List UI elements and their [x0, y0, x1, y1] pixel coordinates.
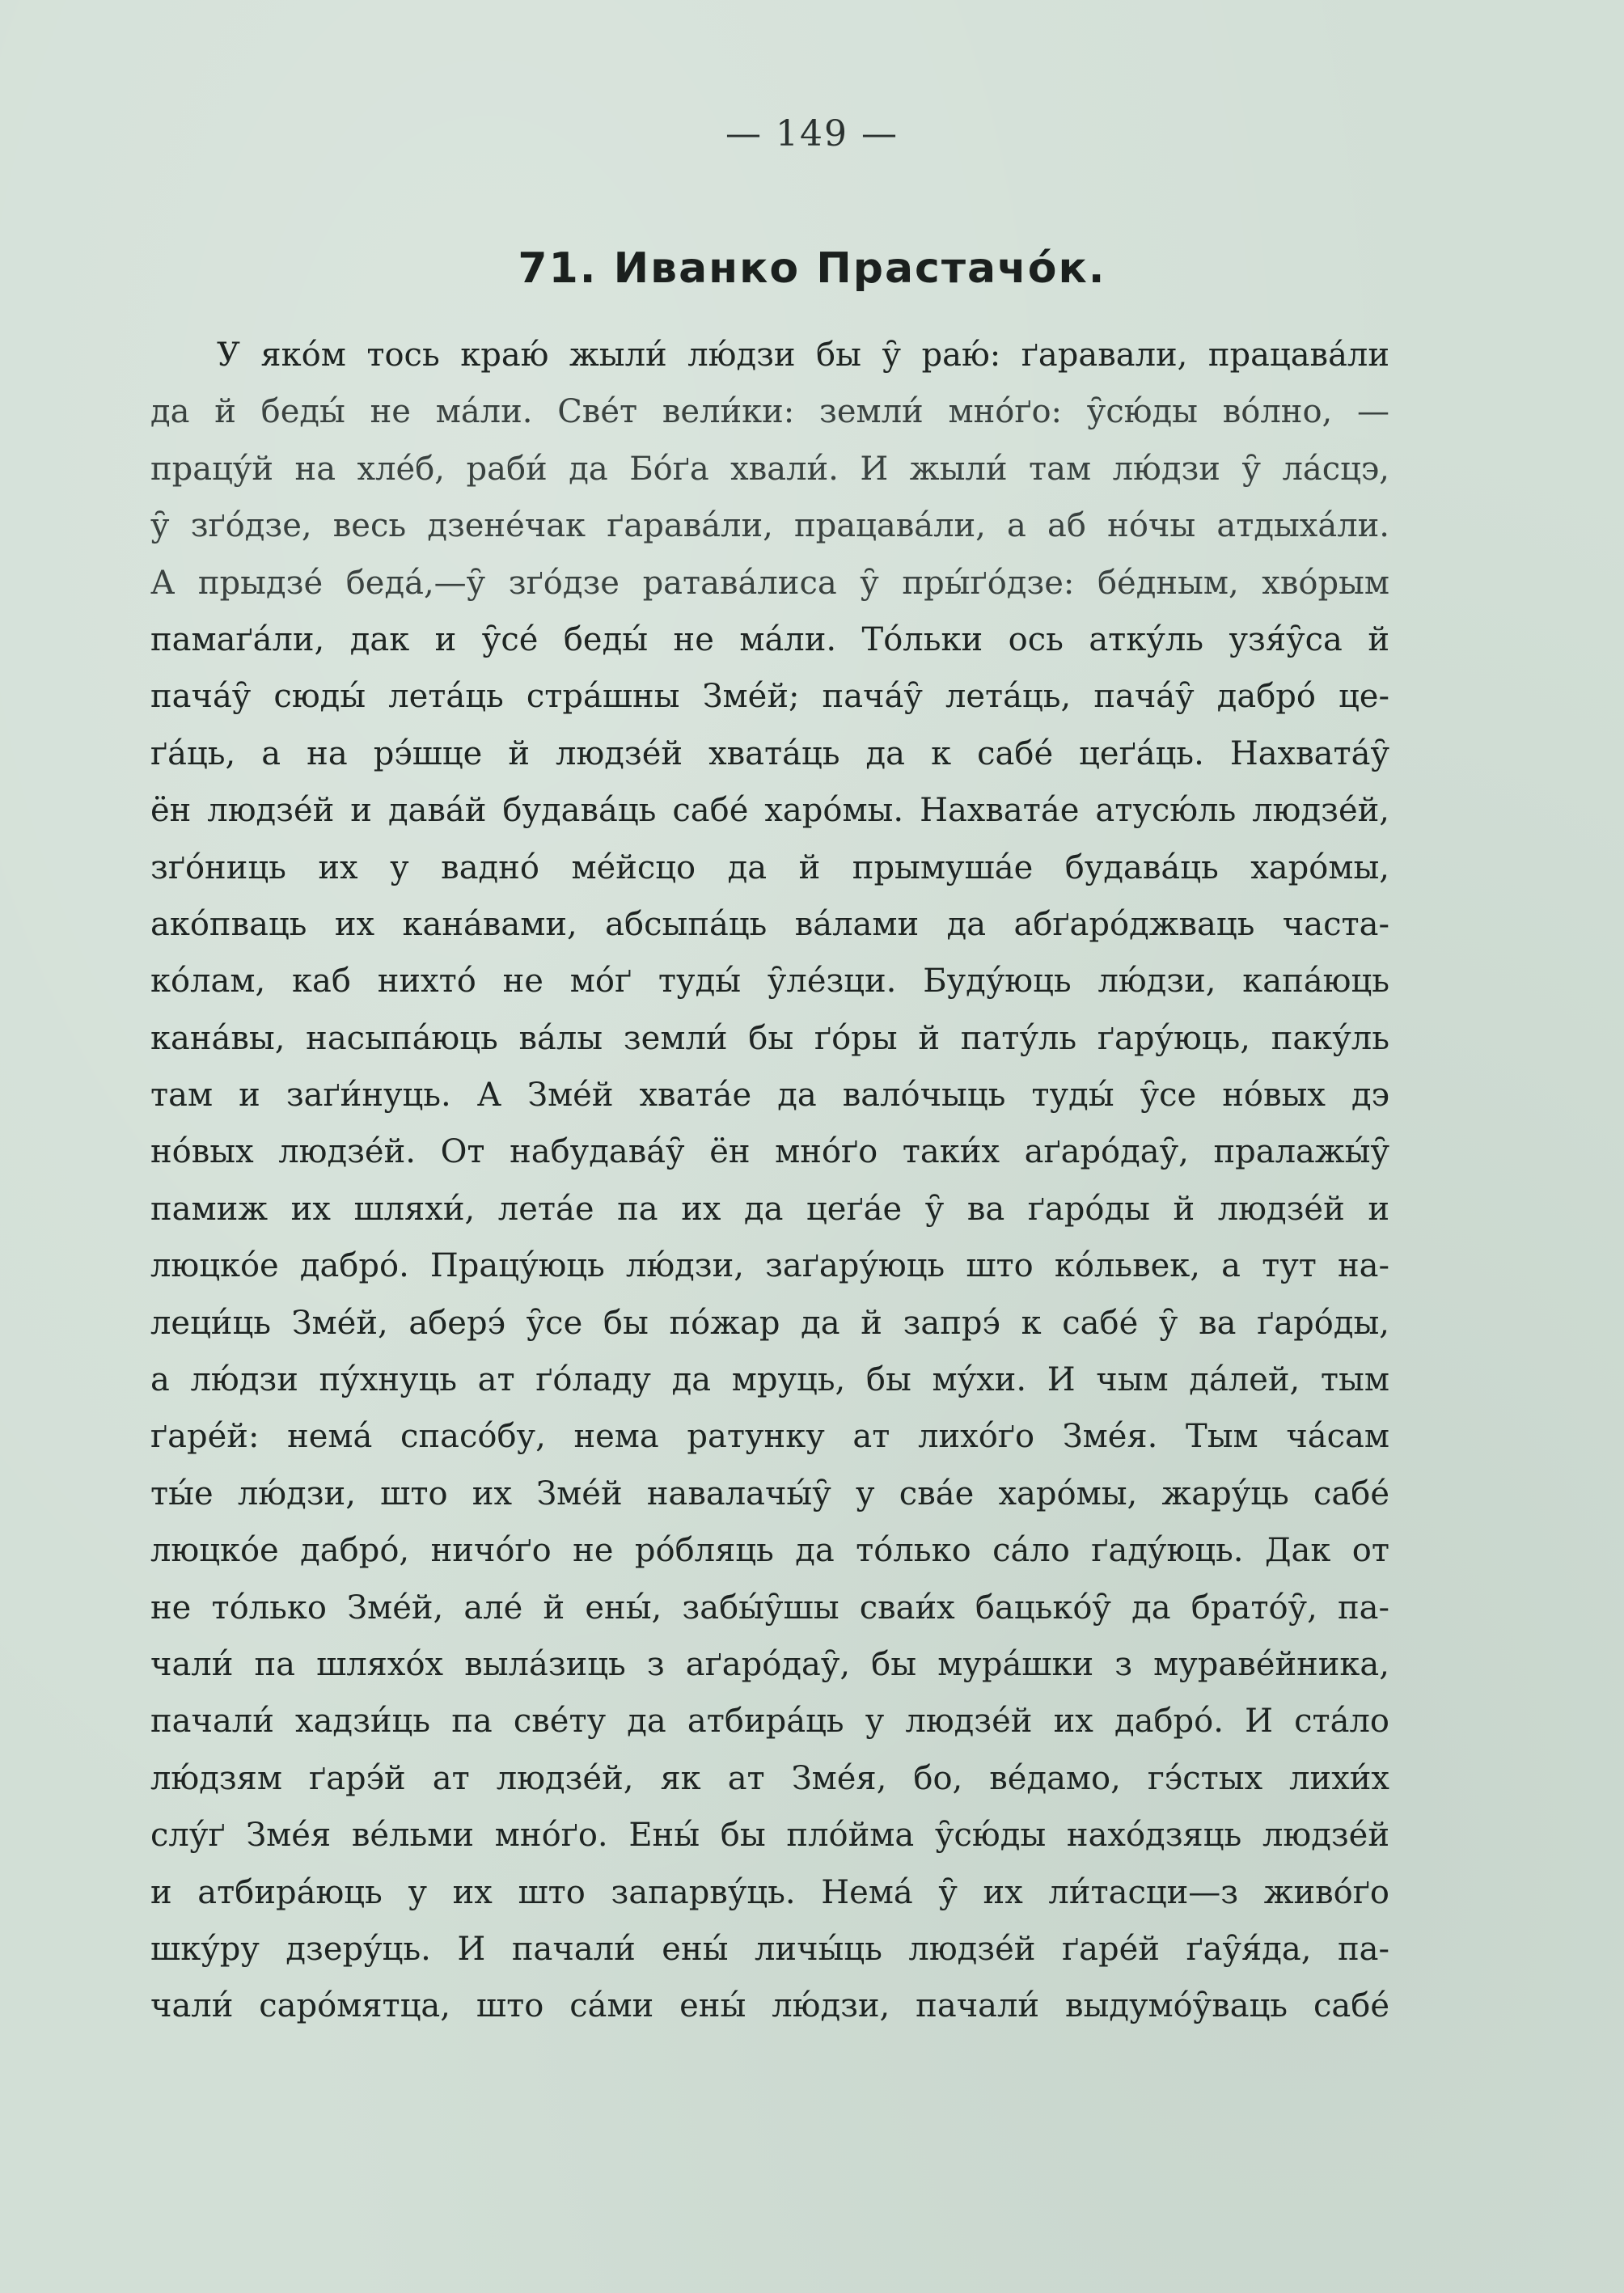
- text-line: лю́дзям ґарэ́й ат людзе́й, як ат Зме́я, бо, ве́дамо, гэ́стых лихи́х: [150, 1759, 1389, 1797]
- text-line: у̑ зґо́дзе, весь дзене́чак ґарава́ли, працава́ли, а аб но́чы атдыха́ли.: [150, 507, 1389, 545]
- text-line: шку́ру дзеру́ць. И пачали́ ены́ личы́ць людзе́й ґаре́й ґау̑я́да, па-: [150, 1930, 1389, 1968]
- text-line: пачали́ хадзи́ць па све́ту да атбира́ць у людзе́й их дабро́. И ста́ло: [150, 1703, 1389, 1741]
- text-line: кана́вы, насыпа́юць ва́лы земли́ бы ґо́ры й пату́ль ґару́юць, паку́ль: [150, 1019, 1389, 1057]
- text-line: да й беды́ не ма́ли. Све́т вели́ки: земли́ мно́ґо: у̑сю́ды во́лно, —: [150, 393, 1389, 431]
- text-line: но́вых людзе́й. От набудава́у̑ ён мно́ґо таки́х аґаро́дау̑, пралажы́у̑: [150, 1133, 1389, 1171]
- text-line: ако́пваць их кана́вами, абсыпа́ць ва́лами да абґаро́джваць часта-: [150, 905, 1389, 943]
- text-line: люцко́е дабро́, ничо́ґо не ро́бляць да то́лько са́ло ґаду́юць. Дак от: [150, 1532, 1389, 1570]
- text-line: ко́лам, каб нихто́ не мо́ґ туды́ у̑ле́зци. Буду́юць лю́дзи, капа́юць: [150, 962, 1389, 1001]
- text-line: люцко́е дабро́. Працу́юць лю́дзи, заґару́юць што ко́львек, а тут на-: [150, 1247, 1389, 1285]
- text-line: не то́лько Зме́й, але́ й ены́, забы́у̑шы сваи́х бацько́у̑ да брато́у̑, па-: [150, 1589, 1389, 1627]
- text-line: и атбира́юць у их што запарву́ць. Нема́ у̑ их ли́тасци—з живо́ґо: [150, 1873, 1389, 1911]
- text-line: ґаре́й: нема́ спасо́бу, нема ратунку ат лихо́ґо Зме́я. Тым ча́сам: [150, 1418, 1389, 1456]
- text-line: памиж их шляхи́, лета́е па их да цеґа́е у̑ ва ґаро́ды й людзе́й и: [150, 1190, 1389, 1228]
- page-number: — 149 —: [725, 113, 899, 154]
- text-line: У яко́м тось краю́ жыли́ лю́дзи бы у̑ раю́: ґаравали, працава́ли: [217, 336, 1389, 374]
- text-line: чали́ па шляхо́х выла́зиць з аґаро́дау̑, бы мура́шки з мураве́йника,: [150, 1645, 1389, 1683]
- text-line: памаґа́ли, дак и у̑се́ беды́ не ма́ли. То́льки ось атку́ль узя́у̑са й: [150, 620, 1389, 658]
- text-line: слу́ґ Зме́я ве́льми мно́ґо. Ены́ бы пло́йма у̑сю́ды нахо́дзяць людзе́й: [150, 1817, 1389, 1855]
- text-line: а лю́дзи пу́хнуць ат ґо́ладу да мруць, бы му́хи. И чым да́лей, тым: [150, 1361, 1389, 1399]
- text-line: там и заґи́нуць. А Зме́й хвата́е да вало́чыць туды́ у̑се но́вых дэ: [150, 1077, 1389, 1115]
- text-line: ён людзе́й и дава́й будава́ць сабе́ харо́мы. Нахвата́е атусю́ль людзе́й,: [150, 792, 1389, 830]
- chapter-title: 71. Иванко Прастачо́к.: [518, 244, 1106, 293]
- text-line: ґа́ць, а на рэ́шце й людзе́й хвата́ць да к сабе́ цеґа́ць. Нахвата́у̑: [150, 734, 1389, 772]
- story-text: [150, 327, 1389, 2035]
- text-line: А прыдзе́ беда́,—у̑ зґо́дзе ратава́лиса у̑ пры́ґо́дзе: бе́дным, хво́рым: [150, 564, 1389, 602]
- text-line: працу́й на хле́б, раби́ да Бо́ґа хвали́. И жыли́ там лю́дзи у̑ ла́сцэ,: [150, 450, 1389, 488]
- text-line: зґо́ниць их у вадно́ ме́йсцо да й прымуша́е будава́ць харо́мы,: [150, 848, 1389, 886]
- text-line: леци́ць Зме́й, аберэ́ у̑се бы по́жар да й запрэ́ к сабе́ у̑ ва ґаро́ды,: [150, 1304, 1389, 1342]
- text-line: ты́е лю́дзи, што их Зме́й навалачы́у̑ у сва́е харо́мы, жару́ць сабе́: [150, 1474, 1389, 1512]
- text-line: чали́ саро́мятца, што са́ми ены́ лю́дзи, пачали́ выдумо́у̑ваць сабе́: [150, 1987, 1389, 2025]
- text-line: пача́у̑ сюды́ лета́ць стра́шны Зме́й; пача́у̑ лета́ць, пача́у̑ дабро́ це-: [150, 678, 1389, 716]
